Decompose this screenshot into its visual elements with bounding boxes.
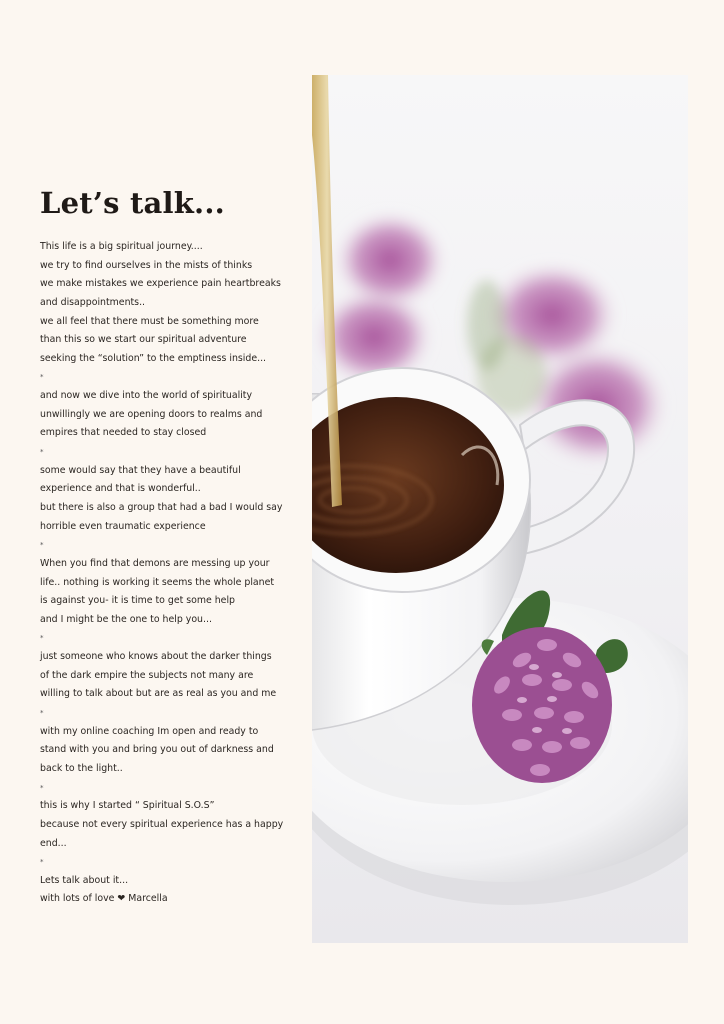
- body-line: seeking the “solution” to the emptiness inside...: [40, 352, 267, 364]
- body-line: and I might be the one to help you...: [40, 613, 212, 625]
- page-title: Let’s talk...: [40, 186, 225, 220]
- body-line: life.. nothing is working it seems the whole planet: [40, 576, 275, 588]
- tea-cup-illustration: [312, 75, 688, 943]
- separator-asterisk: *: [40, 541, 44, 550]
- separator-asterisk: *: [40, 448, 44, 457]
- clover-flower: [472, 627, 612, 783]
- separator-asterisk: *: [40, 858, 44, 867]
- body-line: This life is a big spiritual journey....: [40, 241, 203, 252]
- body-line: with my online coaching Im open and ready to: [40, 725, 259, 737]
- body-line: with lots of love ❤ Marcella: [40, 893, 168, 905]
- body-line: because not every spiritual experience has a happy: [40, 818, 284, 830]
- body-line: of the dark empire the subjects not many are: [40, 669, 254, 681]
- body-line: this is why I started “ Spiritual S.O.S”: [40, 800, 215, 812]
- tea-cup-photo: [312, 75, 688, 943]
- body-line: unwillingly we are opening doors to realms and: [40, 408, 263, 420]
- body-line: but there is also a group that had a bad I would say: [40, 501, 283, 513]
- body-line: back to the light..: [40, 762, 123, 774]
- body-line: horrible even traumatic experience: [40, 520, 206, 532]
- separator-asterisk: *: [40, 373, 44, 382]
- body-line: and disappointments..: [40, 296, 146, 308]
- body-line: just someone who knows about the darker things: [40, 651, 272, 663]
- body-line: we make mistakes we experience pain heartbreaks: [40, 278, 281, 290]
- body-line: stand with you and bring you out of darkness and: [40, 744, 274, 756]
- body-line: some would say that they have a beautiful: [40, 464, 241, 476]
- body-line: empires that needed to stay closed: [40, 427, 207, 439]
- separator-asterisk: *: [40, 783, 44, 792]
- body-line: we try to find ourselves in the mists of thinks: [40, 259, 253, 271]
- separator-asterisk: *: [40, 709, 44, 718]
- body-line: we all feel that there must be something more: [40, 315, 259, 327]
- body-line: When you find that demons are messing up your: [40, 557, 270, 569]
- body-line: Lets talk about it...: [40, 874, 129, 886]
- body-line: is against you- it is time to get some help: [40, 595, 236, 607]
- body-line: experience and that is wonderful..: [40, 483, 201, 495]
- body-line: end...: [40, 837, 67, 849]
- separator-asterisk: *: [40, 634, 44, 643]
- body-line: than this so we start our spiritual adventure: [40, 334, 247, 346]
- body-text: [40, 238, 290, 909]
- body-line: and now we dive into the world of spirituality: [40, 390, 253, 402]
- body-line: willing to talk about but are as real as you and me: [40, 688, 277, 700]
